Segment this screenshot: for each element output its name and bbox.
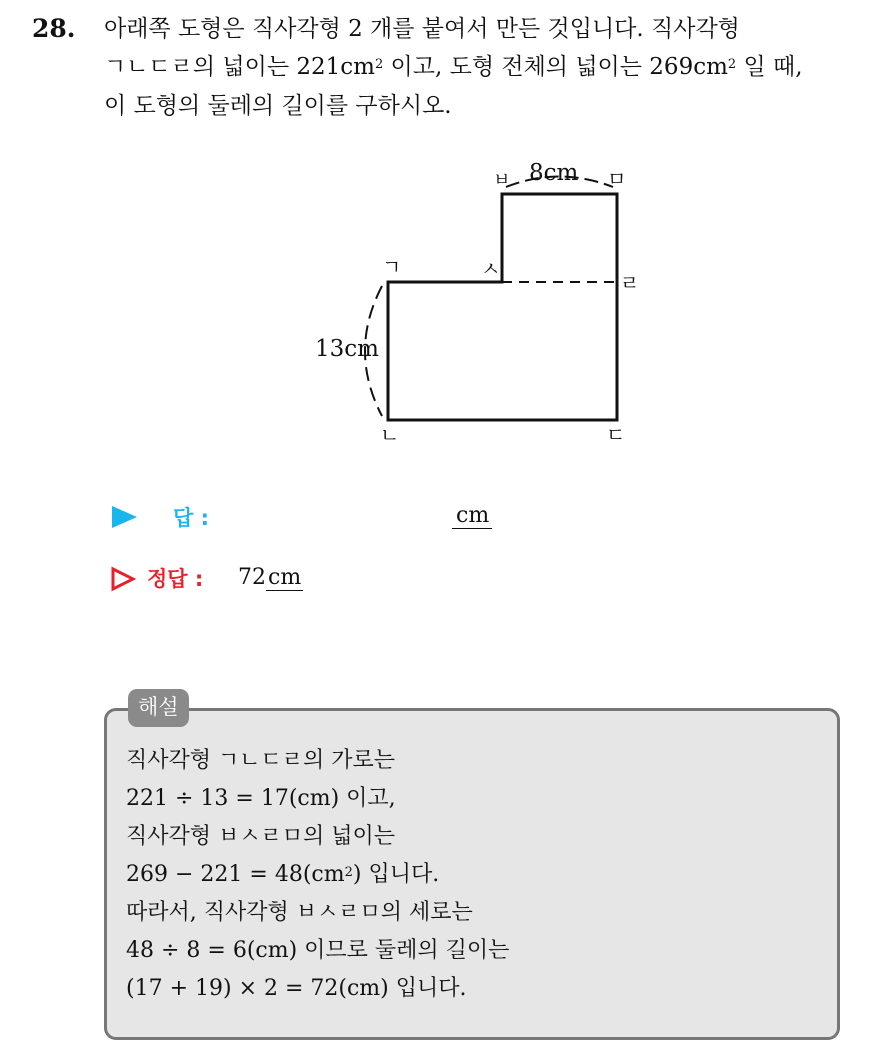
explanation-line-6: 48 ÷ 8 = 6(cm) 이므로 둘레의 길이는 [126, 938, 510, 963]
answer-triangle-icon [112, 506, 137, 528]
explanation-line4-part2: ) 입니다. [352, 862, 440, 887]
explanation-line-3: 직사각형 ㅂㅅㄹㅁ의 넓이는 [126, 824, 396, 849]
question-text-line-3: 이 도형의 둘레의 길이를 구하시오. [104, 93, 452, 119]
explanation-title: 해설 [128, 689, 189, 727]
figure-outline [388, 194, 617, 420]
explanation-line-5: 따라서, 직사각형 ㅂㅅㄹㅁ의 세로는 [126, 900, 473, 925]
area-exponent-2: 2 [727, 57, 737, 72]
label-vertex-g: ㄱ [382, 255, 402, 279]
explanation-exponent: 2 [344, 865, 353, 880]
explanation-line-7: (17 + 19) × 2 = 72(cm) 입니다. [126, 976, 467, 1001]
composite-rectangle-figure [300, 150, 660, 450]
question-number: 28. [32, 14, 76, 43]
explanation-line-2: 221 ÷ 13 = 17(cm) 이고, [126, 786, 396, 811]
solution-triangle-icon [110, 566, 137, 592]
explanation-line4-part1: 269 − 221 = 48(cm [126, 862, 345, 887]
solution-label: 정답 : [147, 567, 204, 591]
question-line2-part1: ㄱㄴㄷㄹ의 넓이는 221cm [104, 54, 375, 80]
explanation-line-1: 직사각형 ㄱㄴㄷㄹ의 가로는 [126, 748, 396, 773]
label-vertex-b: ㅂ [493, 170, 511, 191]
label-vertex-s: ㅅ [481, 257, 501, 281]
area-exponent-1: 2 [374, 57, 384, 72]
solution-answer [238, 566, 303, 590]
label-vertex-d: ㄷ [606, 423, 626, 447]
solution-unit: cm [268, 565, 302, 590]
question-text-line-2 [104, 52, 803, 82]
label-top-length: 8cm [529, 160, 579, 186]
question-line2-part3: 일 때, [736, 54, 803, 80]
question-line2-part2: 이고, 도형 전체의 넓이는 269cm [383, 54, 728, 80]
explanation-line-4 [126, 860, 439, 890]
label-vertex-m: ㅁ [607, 167, 627, 191]
label-side-length: 13cm [315, 336, 379, 362]
answer-unit: cm [452, 504, 492, 529]
solution-value: 72 [238, 565, 266, 590]
label-vertex-n: ㄴ [380, 423, 400, 447]
question-text-line-1: 아래쪽 도형은 직사각형 2 개를 붙여서 만든 것입니다. 직사각형 [104, 16, 740, 42]
answer-label: 답 : [173, 506, 209, 530]
label-vertex-r: ㄹ [620, 271, 640, 295]
